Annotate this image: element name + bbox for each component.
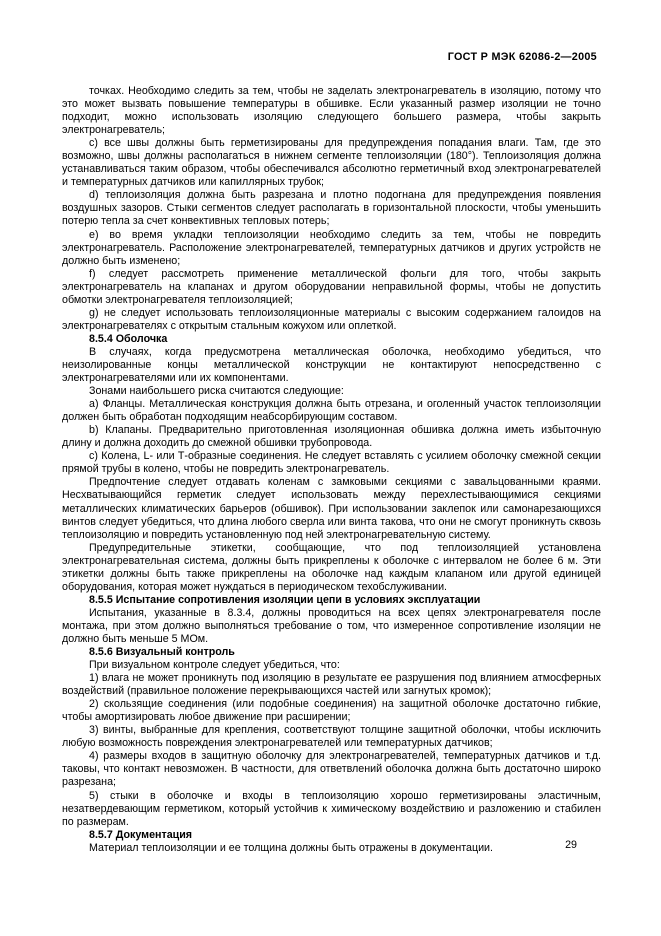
paragraph: g) не следует использовать теплоизоляционные материалы с высоким содержанием галоидов на электронагревателях с открытым стальным кожухом или оплеткой. [62, 306, 601, 332]
paragraph: 4) размеры входов в защитную оболочку для электронагревателей, температурных датчиков и т.д. таковы, что контакт невозможен. В частности, для ответвлений оболочка должна быть достаточно широко разрезана; [62, 750, 601, 789]
paragraph: d) теплоизоляция должна быть разрезана и плотно подогнана для предупреждения появления воздушных зазоров. Стыки сегментов следует располагать в горизонтальной плоскости, чтобы уменьшить потерю тепла за счет конвективных тепловых потерь; [62, 189, 601, 228]
paragraph: c) Колена, L- или Т-образные соединения. Не следует вставлять с усилием оболочку смежной секции прямой трубы в колено, чтобы не повредить электронагреватель. [62, 450, 601, 476]
paragraph: b) Клапаны. Предварительно приготовленная изоляционная обшивка должна иметь избыточную длину и должна доходить до смежной обшивки трубопровода. [62, 424, 601, 450]
page-number: 29 [565, 839, 577, 851]
paragraph: Зонами наибольшего риска считаются следующие: [89, 385, 344, 398]
paragraph: f) следует рассмотреть применение металлической фольги для того, чтобы закрыть электронагреватель на клапанах и другом оборудовании неправильной формы, чтобы не допустить обмотки электронагревателя теплоизоляцией; [62, 267, 601, 306]
section-heading: 8.5.4 Оболочка [89, 332, 168, 345]
paragraph: 3) винты, выбранные для крепления, соответствуют толщине защитной оболочки, чтобы исключить любую возможность повреждения электронагревателей или температурных датчиков; [62, 724, 601, 750]
paragraph: 2) скользящие соединения (или подобные соединения) на защитной оболочке достаточно гибкие, чтобы амортизировать любое движение при расширении; [62, 698, 601, 724]
paragraph: Испытания, указанные в 8.3.4, должны проводиться на всех цепях электронагревателя после монтажа, при этом должно выполняться требование о том, что измеренное сопротивление изоляции не должно быть меньше 5 МОм. [62, 606, 601, 645]
section-heading: 8.5.7 Документация [89, 828, 193, 841]
paragraph: Предупредительные этикетки, сообщающие, что под теплоизоляцией установлена электронагревательная система, должны быть прикреплены к оболочке с интервалом не более 6 м. Эти этикетки должны быть также прикреплены на оболочке над каждым клапаном или другой единицей оборудования, которая может нуждаться в периодическом техобслуживании. [62, 541, 601, 593]
section-heading: 8.5.5 Испытание сопротивления изоляции цепи в условиях эксплуатации [89, 593, 481, 606]
paragraph: В случаях, когда предусмотрена металлическая оболочка, необходимо убедиться, что неизолированные концы металлической конструкции не контактируют непосредственно с электронагревателями или их компонентами. [62, 345, 601, 385]
paragraph: a) Фланцы. Металлическая конструкция должна быть отрезана, и оголенный участок теплоизоляции должен быть обработан подходящим неабсорбирующим составом. [62, 398, 601, 424]
paragraph: 5) стыки в оболочке и входы в теплоизоляцию хорошо герметизированы эластичным, незатвердевающим герметиком, который устойчив к химическому воздействию и разложению и стабилен по размерам. [62, 789, 601, 828]
section-heading: 8.5.6 Визуальный контроль [89, 646, 235, 659]
paragraph: 1) влага не может проникнуть под изоляцию в результате ее разрушения под влиянием атмосферных воздействий (правильное положение перекрывающихся частей или загнутых кромок); [62, 672, 601, 698]
paragraph: c) все швы должны быть герметизированы для предупреждения попадания влаги. Там, где это возможно, швы должны располагаться в нижнем сегменте теплоизоляции (180°). Теплоизоляция должна устанавливаться таким образом, чтобы обеспечивался абсолютно герметичный вход электронагревателей и температурных датчиков или капиллярных трубок; [62, 137, 601, 189]
standard-designation-header: ГОСТ Р МЭК 62086-2—2005 [447, 51, 597, 63]
paragraph: Материал теплоизоляции и ее толщина должны быть отражены в документации. [89, 841, 493, 854]
paragraph: точках. Необходимо следить за тем, чтобы не заделать электронагреватель в изоляцию, потому что это может вызвать повышение температуры в обшивке. Если указанный размер изоляции не точно подходит, можно использовать изоляцию следующего большего размера, чтобы закрыть электронагреватель; [62, 85, 601, 137]
document-body [62, 85, 601, 855]
paragraph: e) во время укладки теплоизоляции необходимо следить за тем, чтобы не повредить электронагреватель. Расположение электронагревателей, температурных датчиков и других устройств не должно быть изменено; [62, 228, 601, 267]
paragraph: При визуальном контроле следует убедиться, что: [89, 659, 340, 672]
paragraph: Предпочтение следует отдавать коленам с замковыми секциями с завальцованными краями. Несхватывающийся герметик следует использовать между перехлестывающимися секциями металлических климатических барьеров (обшивок). При использовании заклепок или самонарезающихся винтов следует убедиться, что длина любого сверла или винта такова, что они не смогут проникнуть сквозь теплоизоляцию и повредить установленную под ней электронагревательную систему. [62, 476, 601, 541]
